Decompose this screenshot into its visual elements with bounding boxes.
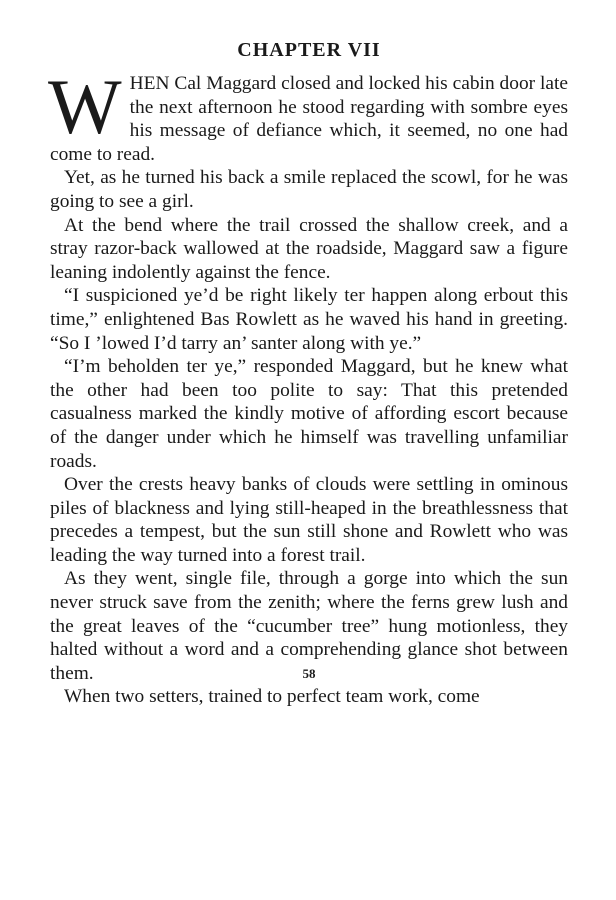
paragraph-5: “I’m beholden ter ye,” responded Maggard, but he knew what the other had been too polite to say: That this pretended casualness marked the kindly motive of affording escort because of the danger under which he himself was travelling unfamiliar roads. [50, 356, 568, 472]
drop-cap-letter: W [48, 63, 122, 150]
chapter-body [48, 63, 568, 709]
paragraph-4: “I suspicioned ye’d be right likely ter happen along erbout this time,” enlightened Bas Rowlett as he waved his hand in greeting. “So I ’lowed I’d tarry an’ santer along with ye.” [50, 285, 568, 354]
page-number: 58 [302, 666, 316, 681]
book-page [50, 38, 568, 858]
paragraph-3: At the bend where the trail crossed the shallow creek, and a stray razor-back wallowed at the roadside, Maggard saw a figure leaning indolently against the fence. [50, 214, 568, 283]
paragraph-8: When two setters, trained to perfect team work, come [64, 686, 480, 708]
paragraph-2: Yet, as he turned his back a smile replaced the scowl, for he was going to see a girl. [50, 167, 568, 212]
paragraph-7: As they went, single file, through a gorge into which the sun never struck save from the zenith; where the ferns grew lush and the great leaves of the “cucumber tree” hung motionless, they halted without a word and a comprehending glance shot between them. [50, 568, 568, 684]
paragraph-1-text: HEN Cal Maggard closed and locked his cabin door late the next afternoon he stood regarding with sombre eyes his message of defiance which, it seemed, no one had come to read. [50, 73, 568, 165]
paragraph-6: Over the crests heavy banks of clouds were settling in ominous piles of blackness and lying still-heaped in the breathlessness that precedes a tempest, but the sun still shone and Rowlett who was leading the way turned into a forest trail. [50, 474, 568, 566]
paragraph-1 [48, 63, 568, 166]
chapter-title: CHAPTER VII [237, 39, 381, 61]
